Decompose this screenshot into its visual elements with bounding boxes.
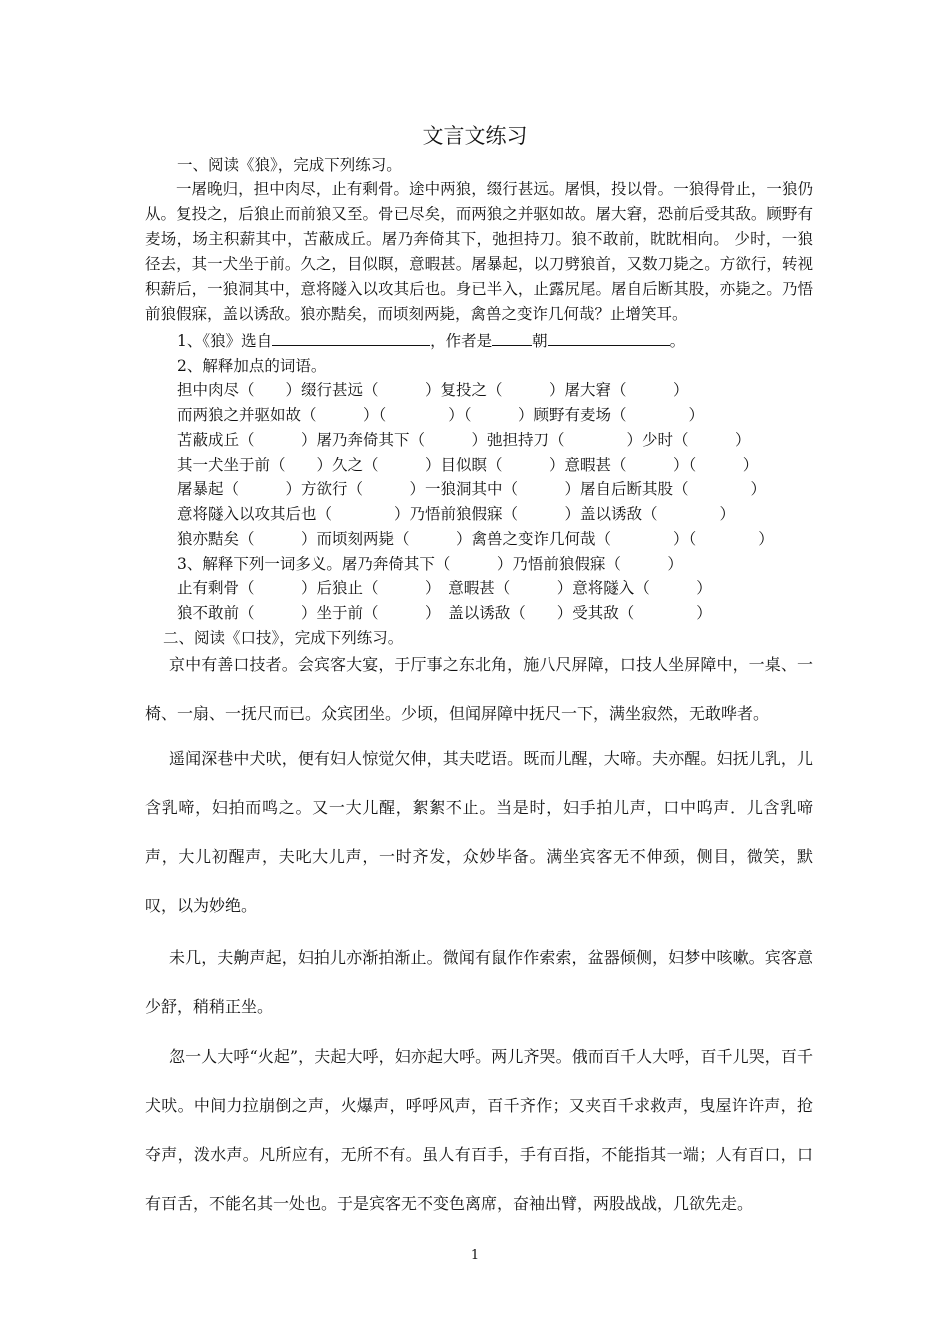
question3-row: 止有剩骨（ ）后狼止（ ） 意暇甚（ ）意将隧入（ ） [177, 579, 712, 597]
question3-heading: 3、解释下列一词多义。屠乃奔倚其下（ ）乃悟前狼假寐（ ） [177, 555, 683, 573]
question3-row: 狼不敢前（ ）坐于前（ ） 盖以诱敌（ ）受其敌（ ） [177, 604, 712, 622]
question1-text-1: 1、《狼》选自 [177, 332, 273, 350]
answer-blank-author [548, 331, 670, 346]
answer-blank-dynasty [492, 331, 532, 346]
question1 [177, 329, 685, 351]
question2-row: 担中肉尽（ ）缀行甚远（ ）复投之（ ）屠大窘（ ） [177, 381, 689, 399]
question2-row: 而两狼之并驱如故（ ）（ ）（ ）顾野有麦场（ ） [177, 406, 705, 424]
answer-blank-source [272, 331, 430, 346]
question2-heading: 2、解释加点的词语。 [177, 357, 327, 375]
section2-paragraph-3: 未几，夫齁声起，妇拍儿亦渐拍渐止。微闻有鼠作作索索，盆器倾侧，妇梦中咳嗽。宾客意少舒，稍稍正坐。 [145, 948, 813, 1016]
section1-passage: 一屠晚归，担中肉尽，止有剩骨。途中两狼，缀行甚远。屠惧，投以骨。一狼得骨止，一狼仍从。复投之，后狼止而前狼又至。骨已尽矣，而两狼之并驱如故。屠大窘，恐前后受其敌。顾野有麦场，场主积薪其中，苫蔽成丘。屠乃奔倚其下，弛担持刀。狼不敢前，眈眈相向。 少时，一狼径去，其一犬坐于前。久之，目似瞑，意暇甚。屠暴起，以刀劈狼首，又数刀毙之。方欲行，转视积薪后，一狼洞其中，意将隧入以攻其后也。身已半入，止露尻尾。屠自后断其股，亦毙之。乃悟前狼假寐，盖以诱敌。狼亦黠矣，而顷刻两毙，禽兽之变诈几何哉？止增笑耳。 [145, 180, 813, 323]
question1-text-2: ，作者是 [430, 332, 493, 350]
question1-text-4: 。 [669, 332, 686, 350]
question1-text-3: 朝 [532, 332, 548, 350]
question2-row: 意将隧入以攻其后也（ ）乃悟前狼假寐（ ）盖以诱敌（ ） [177, 505, 736, 523]
page-number: 1 [470, 1248, 480, 1263]
section1-heading: 一、阅读《狼》，完成下列练习。 [177, 156, 402, 174]
question2-row: 苫蔽成丘（ ）屠乃奔倚其下（ ）弛担持刀（ ）少时（ ） [177, 431, 751, 449]
section2-paragraph-1: 京中有善口技者。会宾客大宴，于厅事之东北角，施八尺屏障，口技人坐屏障中，一桌、一椅、一扇、一抚尺而已。众宾团坐。少顷，但闻屏障中抚尺一下，满坐寂然，无敢哗者。 [145, 655, 813, 723]
question2-row: 屠暴起（ ）方欲行（ ）一狼洞其中（ ）屠自后断其股（ ） [177, 480, 767, 498]
section2-paragraph-4: 忽一人大呼“火起”，夫起大呼，妇亦起大呼。两儿齐哭。俄而百千人大呼，百千儿哭，百千犬吠。中间力拉崩倒之声，火爆声，呼呼风声，百千齐作；又夹百千求救声，曳屋许许声，抢夺声，泼水声。凡所应有，无所不有。虽人有百手，手有百指，不能指其一端；人有百口，口有百舌，不能名其一处也。于是宾客无不变色离席，奋袖出臂，两股战战，几欲先走。 [145, 1047, 813, 1213]
page-title: 文言文练习 [422, 124, 528, 148]
section2-paragraph-2: 遥闻深巷中犬吠，便有妇人惊觉欠伸，其夫呓语。既而儿醒，大啼。夫亦醒。妇抚儿乳，儿含乳啼，妇拍而鸣之。又一大儿醒，絮絮不止。当是时，妇手拍儿声，口中呜声．儿含乳啼声，大儿初醒声，夫叱大儿声，一时齐发，众妙毕备。满坐宾客无不伸颈，侧目，微笑，默叹，以为妙绝。 [145, 749, 813, 915]
question2-row: 狼亦黠矣（ ）而顷刻两毙（ ）禽兽之变诈几何哉（ ）（ ） [177, 530, 774, 548]
question2-row: 其一犬坐于前（ ）久之（ ）目似瞑（ ）意暇甚（ ）（ ） [177, 456, 759, 474]
section2-heading: 二、阅读《口技》，完成下列练习。 [163, 629, 404, 647]
